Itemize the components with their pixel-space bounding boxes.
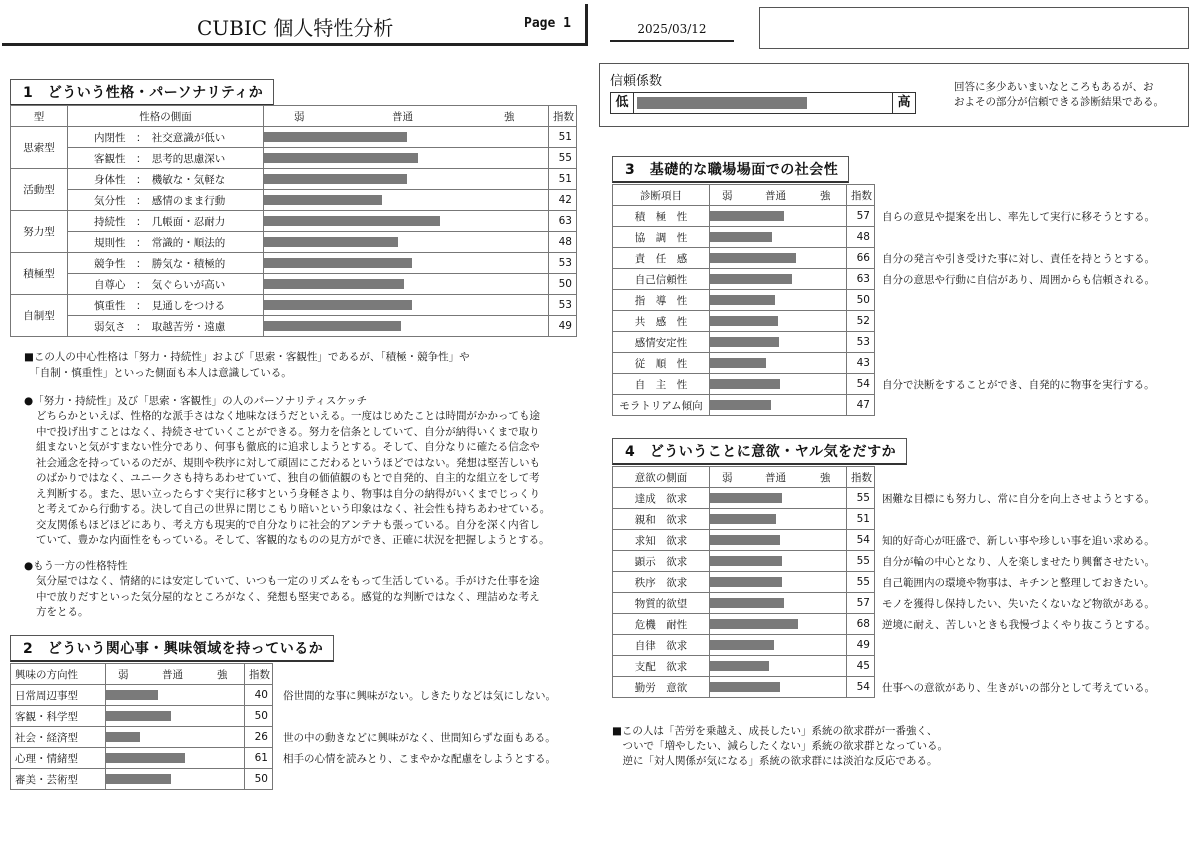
col-scale — [106, 664, 245, 685]
index-value: 51 — [847, 509, 875, 530]
score-bar — [710, 316, 778, 326]
table-row — [613, 374, 875, 395]
index-value: 50 — [549, 274, 577, 295]
table-row — [613, 269, 875, 290]
bar-cell — [710, 551, 847, 572]
bar-cell — [710, 593, 847, 614]
bar-cell — [264, 316, 549, 337]
trait-name: 客観性 — [94, 152, 126, 165]
table-row — [613, 677, 875, 698]
score-bar — [264, 237, 398, 247]
separator: ： — [125, 236, 152, 249]
aspect-cell: 指 導 性 — [613, 290, 710, 311]
index-value: 26 — [245, 727, 273, 748]
table-row — [613, 248, 875, 269]
section1-title: 1 どういう性格・パーソナリティか — [10, 79, 274, 106]
table-row — [613, 593, 875, 614]
table-row — [11, 769, 273, 790]
trait-name: 身体性 — [94, 173, 126, 186]
bar-cell — [264, 295, 549, 316]
aspect-cell: 共 感 性 — [613, 311, 710, 332]
report-title: CUBIC 個人特性分析 — [197, 16, 394, 40]
col-aspect: 意欲の側面 — [613, 467, 710, 488]
bar-cell — [710, 290, 847, 311]
index-value: 50 — [245, 706, 273, 727]
bar-cell — [710, 509, 847, 530]
col-aspect: 性格の側面 — [68, 106, 264, 127]
index-value: 40 — [245, 685, 273, 706]
index-value: 66 — [847, 248, 875, 269]
section3-title: 3 基礎的な職場場面での社会性 — [612, 156, 849, 183]
reliability-label: 信頼係数 — [610, 74, 663, 89]
col-type: 型 — [11, 106, 68, 127]
index-value: 48 — [847, 227, 875, 248]
aspect-cell — [68, 148, 264, 169]
aspect-cell: 協 調 性 — [613, 227, 710, 248]
section4-title: 4 どういうことに意欲・ヤル気をだすか — [612, 438, 907, 465]
row-comment: 自己範囲内の環境や物事は、キチンと整理しておきたい。 — [882, 577, 1155, 589]
section1-summary: ■この人の中心性格は「努力・持続性」および「思索・客観性」であるが、「積極・競争性」や 「自制・慎重性」といった側面も本人は意識している。 — [24, 351, 470, 379]
bar-cell — [710, 206, 847, 227]
trait-desc: 勝気な・積極的 — [151, 257, 226, 270]
col-aspect: 興味の方向性 — [11, 664, 106, 685]
separator: ： — [125, 131, 152, 144]
row-comment: 世の中の動きなどに興味がなく、世間知らずな面もある。 — [283, 732, 556, 744]
trait-desc: 感情のまま行動 — [151, 194, 226, 207]
row-comment: 困難な目標にも努力し、常に自分を向上させようとする。 — [882, 493, 1155, 505]
personality-table — [10, 105, 577, 337]
reliability-comment: 回答に多少あいまいなところもあるが、お およその部分が信頼できる診断結果である。 — [954, 81, 1164, 108]
bar-cell — [264, 253, 549, 274]
table-row — [11, 127, 577, 148]
table-row — [613, 227, 875, 248]
reliability-low-label: 低 — [611, 93, 634, 113]
aspect-cell: 求知 欲求 — [613, 530, 710, 551]
row-comment: モノを獲得し保持したい、失いたくないなど物欲がある。 — [882, 598, 1155, 610]
score-bar — [710, 661, 769, 671]
col-index: 指数 — [847, 185, 875, 206]
reliability-panel — [599, 63, 1189, 127]
motivation-table — [612, 466, 875, 698]
score-bar — [710, 535, 780, 545]
index-value: 47 — [847, 395, 875, 416]
index-value: 45 — [847, 656, 875, 677]
bar-cell — [264, 211, 549, 232]
index-value: 43 — [847, 353, 875, 374]
score-bar — [710, 358, 766, 368]
bar-cell — [264, 127, 549, 148]
index-value: 68 — [847, 614, 875, 635]
aspect-cell: 達成 欲求 — [613, 488, 710, 509]
score-bar — [264, 174, 407, 184]
aspect-cell — [68, 169, 264, 190]
score-bar — [264, 258, 412, 268]
index-value: 50 — [847, 290, 875, 311]
row-comment: 仕事への意欲があり、生きがいの部分として考えている。 — [882, 682, 1155, 694]
separator: ： — [125, 215, 152, 228]
index-value: 54 — [847, 374, 875, 395]
score-bar — [710, 556, 782, 566]
score-bar — [264, 321, 401, 331]
score-bar — [710, 514, 776, 524]
col-index: 指数 — [847, 467, 875, 488]
aspect-cell: 心理・情緒型 — [11, 748, 106, 769]
other-trait-title: ●もう一方の性格特性 — [24, 560, 128, 572]
score-bar — [710, 577, 782, 587]
bar-cell — [710, 353, 847, 374]
score-bar — [710, 682, 780, 692]
score-bar — [710, 295, 775, 305]
score-bar — [106, 711, 171, 721]
separator: ： — [125, 173, 152, 186]
trait-name: 競争性 — [94, 257, 126, 270]
table-row — [11, 706, 273, 727]
sketch-body: どちらかといえば、性格的な派手さはなく地味なほうだといえる。一度はじめたことは時間がかかっても途 中で投げ出すことはなく、持続させていくことができる。努力を信条としていて、自分が納得いくまで取り 組まないと気がすまない性分であり、何事も徹底的に追求しようとする。そして、自分なりに確たる信念や 社会通念を持っているのだが、規則や秩序に対して頑固にこだわるというほどではない。発想は堅苦しいも のばかりではなく、ユニークさも持ちあわせていて、独自の価値観のもとで自発的、自主的な組立をして考 え判断する。また、思い立ったらすぐ実行に移すという身軽さより、物事は自分の納得がいくまでじっくり と考えてから行動する。決して自己の世界に閉じこもり暗いという印象はなく、社会性も持ちあわせている。 交友関係もほどほどにあり、考え方も現実的で自分なりに社会的アンテナも張っている。自分を深く内省し ていて、豊かな内面性をもっている。そして、客観的なものの見方ができ、正確に状況を把握しようとする。 — [36, 410, 551, 546]
aspect-cell: 危機 耐性 — [613, 614, 710, 635]
score-bar — [710, 337, 779, 347]
scale-strong: 強 — [820, 190, 831, 202]
bar-cell — [106, 706, 245, 727]
aspect-cell: 物質的欲望 — [613, 593, 710, 614]
aspect-cell: 審美・芸術型 — [11, 769, 106, 790]
bar-cell — [106, 727, 245, 748]
aspect-cell: 自己信頼性 — [613, 269, 710, 290]
aspect-cell — [68, 295, 264, 316]
row-comment: 自分が輪の中心となり、人を楽しませたり興奮させたい。 — [882, 556, 1155, 568]
col-index: 指数 — [245, 664, 273, 685]
index-value: 55 — [847, 488, 875, 509]
row-comment: 俗世間的な事に興味がない。しきたりなどは気にしない。 — [283, 690, 556, 702]
trait-name: 持続性 — [94, 215, 126, 228]
bar-cell — [710, 530, 847, 551]
bar-cell — [710, 374, 847, 395]
index-value: 53 — [549, 253, 577, 274]
separator: ： — [125, 257, 152, 270]
aspect-cell: 秩序 欲求 — [613, 572, 710, 593]
name-box — [759, 7, 1189, 49]
aspect-cell: モラトリアム傾向 — [613, 395, 710, 416]
aspect-cell: 日常周辺事型 — [11, 685, 106, 706]
index-value: 53 — [549, 295, 577, 316]
table-row — [613, 656, 875, 677]
aspect-cell: 親和 欲求 — [613, 509, 710, 530]
bar-cell — [710, 656, 847, 677]
col-aspect: 診断項目 — [613, 185, 710, 206]
index-value: 57 — [847, 206, 875, 227]
trait-desc: 几帳面・忍耐力 — [151, 215, 226, 228]
bar-cell — [710, 395, 847, 416]
row-comment: 相手の心情を読みとり、こまやかな配慮をしようとする。 — [283, 753, 556, 765]
bar-cell — [710, 248, 847, 269]
aspect-cell — [68, 127, 264, 148]
table-row — [613, 332, 875, 353]
table-row — [11, 274, 577, 295]
index-value: 49 — [549, 316, 577, 337]
row-comment: 自分の発言や引き受けた事に対し、責任を持とうとする。 — [882, 253, 1155, 265]
score-bar — [264, 153, 418, 163]
score-bar — [710, 619, 798, 629]
score-bar — [710, 400, 771, 410]
trait-desc: 思考的思慮深い — [151, 152, 226, 165]
bar-cell — [106, 769, 245, 790]
separator: ： — [125, 320, 152, 333]
index-value: 54 — [847, 530, 875, 551]
scale-normal: 普通 — [162, 669, 183, 681]
index-value: 55 — [847, 572, 875, 593]
index-value: 51 — [549, 127, 577, 148]
row-comment: 知的好奇心が旺盛で、新しい事や珍しい事を追い求める。 — [882, 535, 1155, 547]
index-value: 42 — [549, 190, 577, 211]
scale-weak: 弱 — [722, 190, 733, 202]
aspect-cell: 顕示 欲求 — [613, 551, 710, 572]
aspect-cell — [68, 211, 264, 232]
social-table — [612, 184, 875, 416]
index-value: 48 — [549, 232, 577, 253]
aspect-cell — [68, 190, 264, 211]
page-number: Page 1 — [524, 16, 571, 31]
reliability-scale — [610, 92, 916, 114]
index-value: 55 — [847, 551, 875, 572]
title-box — [2, 4, 588, 46]
index-value: 53 — [847, 332, 875, 353]
trait-desc: 気ぐらいが高い — [151, 278, 226, 291]
separator: ： — [125, 278, 152, 291]
aspect-cell — [68, 316, 264, 337]
report-date: 2025/03/12 — [610, 22, 734, 42]
section2-title: 2 どういう関心事・興味領域を持っているか — [10, 635, 334, 662]
interest-table — [10, 663, 273, 790]
index-value: 54 — [847, 677, 875, 698]
reliability-bar — [637, 97, 807, 109]
trait-desc: 常識的・順法的 — [151, 236, 226, 249]
score-bar — [106, 774, 171, 784]
trait-desc: 機敏な・気軽な — [151, 173, 226, 186]
score-bar — [710, 379, 780, 389]
trait-name: 規則性 — [94, 236, 126, 249]
table-row — [11, 232, 577, 253]
table-row — [11, 211, 577, 232]
bar-cell — [710, 635, 847, 656]
table-row — [613, 530, 875, 551]
trait-name: 自尊心 — [94, 278, 126, 291]
type-cell: 自制型 — [11, 295, 68, 337]
trait-desc: 取越苦労・遠慮 — [151, 320, 226, 333]
col-scale — [710, 185, 847, 206]
score-bar — [710, 274, 792, 284]
aspect-cell: 自 主 性 — [613, 374, 710, 395]
table-row — [11, 748, 273, 769]
index-value: 55 — [549, 148, 577, 169]
scale-weak: 弱 — [118, 669, 129, 681]
table-row — [613, 488, 875, 509]
score-bar — [264, 300, 412, 310]
table-row — [11, 148, 577, 169]
table-row — [613, 395, 875, 416]
bar-cell — [710, 227, 847, 248]
table-row — [11, 190, 577, 211]
aspect-cell: 勤労 意欲 — [613, 677, 710, 698]
table-row — [613, 635, 875, 656]
index-value: 61 — [245, 748, 273, 769]
score-bar — [710, 493, 782, 503]
scale-normal: 普通 — [765, 472, 786, 484]
aspect-cell — [68, 274, 264, 295]
col-scale — [264, 106, 549, 127]
type-cell: 努力型 — [11, 211, 68, 253]
bar-cell — [710, 677, 847, 698]
bar-cell — [264, 169, 549, 190]
scale-strong: 強 — [820, 472, 831, 484]
index-value: 50 — [245, 769, 273, 790]
separator: ： — [125, 194, 152, 207]
table-row — [11, 316, 577, 337]
score-bar — [106, 753, 185, 763]
table-row — [613, 551, 875, 572]
trait-desc: 社交意識が低い — [151, 131, 226, 144]
score-bar — [710, 640, 774, 650]
score-bar — [264, 132, 407, 142]
row-comment: 自分で決断をすることができ、自発的に物事を実行する。 — [882, 379, 1155, 391]
score-bar — [710, 598, 784, 608]
table-row — [11, 727, 273, 748]
type-cell: 活動型 — [11, 169, 68, 211]
col-scale — [710, 467, 847, 488]
index-value: 57 — [847, 593, 875, 614]
table-row — [11, 685, 273, 706]
trait-name: 気分性 — [94, 194, 126, 207]
score-bar — [264, 195, 382, 205]
separator: ： — [125, 299, 152, 312]
trait-desc: 見通しをつける — [151, 299, 226, 312]
bar-cell — [264, 148, 549, 169]
scale-strong: 強 — [504, 111, 515, 123]
bar-cell — [264, 232, 549, 253]
bar-cell — [264, 274, 549, 295]
bar-cell — [106, 748, 245, 769]
type-cell: 積極型 — [11, 253, 68, 295]
scale-normal: 普通 — [392, 111, 413, 123]
separator: ： — [125, 152, 152, 165]
score-bar — [710, 211, 784, 221]
section4-summary: ■この人は「苦労を乗越え、成長したい」系統の欲求群が一番強く、 ついで「増やしたい、減らしたくない」系統の欲求群となっている。 逆に「対人関係が気になる」系統の欲求群には淡泊な反応である。 — [612, 725, 948, 767]
aspect-cell: 支配 欲求 — [613, 656, 710, 677]
score-bar — [106, 732, 140, 742]
index-value: 63 — [549, 211, 577, 232]
table-row — [11, 169, 577, 190]
type-cell: 思索型 — [11, 127, 68, 169]
scale-weak: 弱 — [722, 472, 733, 484]
index-value: 49 — [847, 635, 875, 656]
bar-cell — [710, 488, 847, 509]
table-row — [11, 253, 577, 274]
table-row — [11, 295, 577, 316]
score-bar — [710, 253, 796, 263]
trait-name: 内閉性 — [94, 131, 126, 144]
table-row — [613, 311, 875, 332]
scale-strong: 強 — [217, 669, 228, 681]
index-value: 51 — [549, 169, 577, 190]
bar-cell — [710, 269, 847, 290]
other-trait-body: 気分屋ではなく、情緒的には安定していて、いつも一定のリズムをもって生活している。手がけた仕事を途 中で放りだすといった気分屋的なところがなく、発想も堅実である。感覚的な判断ではなく、理詰めな考え 方をとる。 — [36, 575, 540, 618]
trait-name: 弱気さ — [94, 320, 126, 333]
aspect-cell: 従 順 性 — [613, 353, 710, 374]
aspect-cell: 感情安定性 — [613, 332, 710, 353]
score-bar — [264, 279, 404, 289]
score-bar — [106, 690, 158, 700]
table-row — [613, 353, 875, 374]
table-row — [613, 572, 875, 593]
aspect-cell: 責 任 感 — [613, 248, 710, 269]
reliability-track — [637, 97, 891, 109]
table-row — [613, 614, 875, 635]
index-value: 63 — [847, 269, 875, 290]
scale-normal: 普通 — [765, 190, 786, 202]
bar-cell — [710, 614, 847, 635]
sketch-title: ●「努力・持続性」及び「思索・客観性」の人のパーソナリティスケッチ — [24, 395, 368, 407]
row-comment: 逆境に耐え、苦しいときも我慢づよくやり抜こうとする。 — [882, 619, 1156, 631]
aspect-cell — [68, 232, 264, 253]
col-index: 指数 — [549, 106, 577, 127]
table-row — [613, 206, 875, 227]
row-comment: 自らの意見や提案を出し、率先して実行に移そうとする。 — [882, 211, 1155, 223]
bar-cell — [106, 685, 245, 706]
aspect-cell: 社会・経済型 — [11, 727, 106, 748]
aspect-cell: 自律 欲求 — [613, 635, 710, 656]
aspect-cell: 客観・科学型 — [11, 706, 106, 727]
score-bar — [264, 216, 440, 226]
aspect-cell: 積 極 性 — [613, 206, 710, 227]
scale-weak: 弱 — [294, 111, 305, 123]
score-bar — [710, 232, 772, 242]
reliability-high-label: 高 — [892, 93, 915, 113]
row-comment: 自分の意思や行動に自信があり、周囲からも信頼される。 — [882, 274, 1155, 286]
bar-cell — [710, 572, 847, 593]
index-value: 52 — [847, 311, 875, 332]
bar-cell — [710, 311, 847, 332]
table-row — [613, 509, 875, 530]
aspect-cell — [68, 253, 264, 274]
trait-name: 慎重性 — [94, 299, 126, 312]
table-row — [613, 290, 875, 311]
bar-cell — [710, 332, 847, 353]
bar-cell — [264, 190, 549, 211]
